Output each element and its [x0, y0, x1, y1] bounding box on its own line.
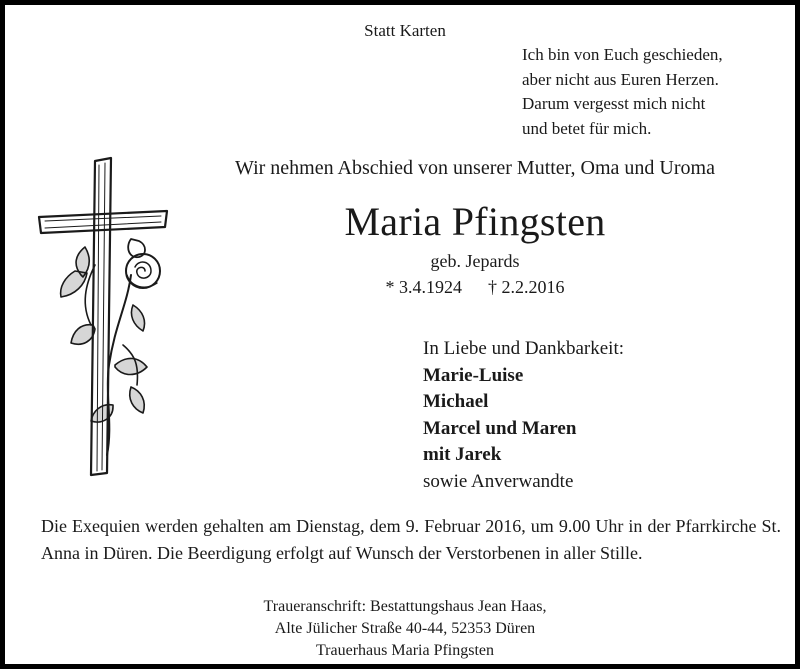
header-note: Statt Karten: [364, 21, 446, 40]
deceased-name: Maria Pfingsten: [344, 199, 606, 244]
address-line: Traueranschrift: Bestattungshaus Jean Haas,: [263, 598, 547, 615]
poem-line: und betet für mich.: [522, 118, 652, 138]
mourners-block: [423, 336, 624, 495]
funeral-details: Die Exequien werden gehalten am Dienstag, dem 9. Februar 2016, um 9.00 Uhr in der Pfarrkirche St. Anna in Düren. Die Beerdigung erfolgt auf Wunsch der Verstorbenen in aller Stille.: [41, 516, 781, 563]
address-line: Alte Jülicher Straße 40-44, 52353 Düren: [274, 620, 536, 637]
mourner-name: mit Jarek: [423, 444, 502, 465]
farewell-intro: Wir nehmen Abschied von unserer Mutter, Oma und Uroma: [235, 157, 715, 179]
poem-line: aber nicht aus Euren Herzen.: [522, 69, 719, 89]
mourners-closing: sowie Anverwandte: [423, 470, 574, 492]
poem-line: Darum vergesst mich nicht: [522, 94, 706, 113]
birth-date: * 3.4.1924: [385, 277, 462, 297]
life-dates: [5, 277, 800, 298]
poem-line: Ich bin von Euch geschieden,: [522, 45, 723, 64]
mourning-address: [5, 596, 800, 662]
mourner-name: Marie-Luise: [423, 364, 524, 386]
mourner-name: Marcel und Maren: [423, 417, 577, 439]
birth-name: geb. Jepards: [430, 251, 520, 271]
mourner-name: Michael: [423, 391, 489, 412]
mourners-intro: In Liebe und Dankbarkeit:: [423, 338, 625, 359]
poem: [522, 43, 723, 141]
address-line: Trauerhaus Maria Pfingsten: [315, 642, 495, 659]
death-date: † 2.2.2016: [488, 277, 565, 297]
